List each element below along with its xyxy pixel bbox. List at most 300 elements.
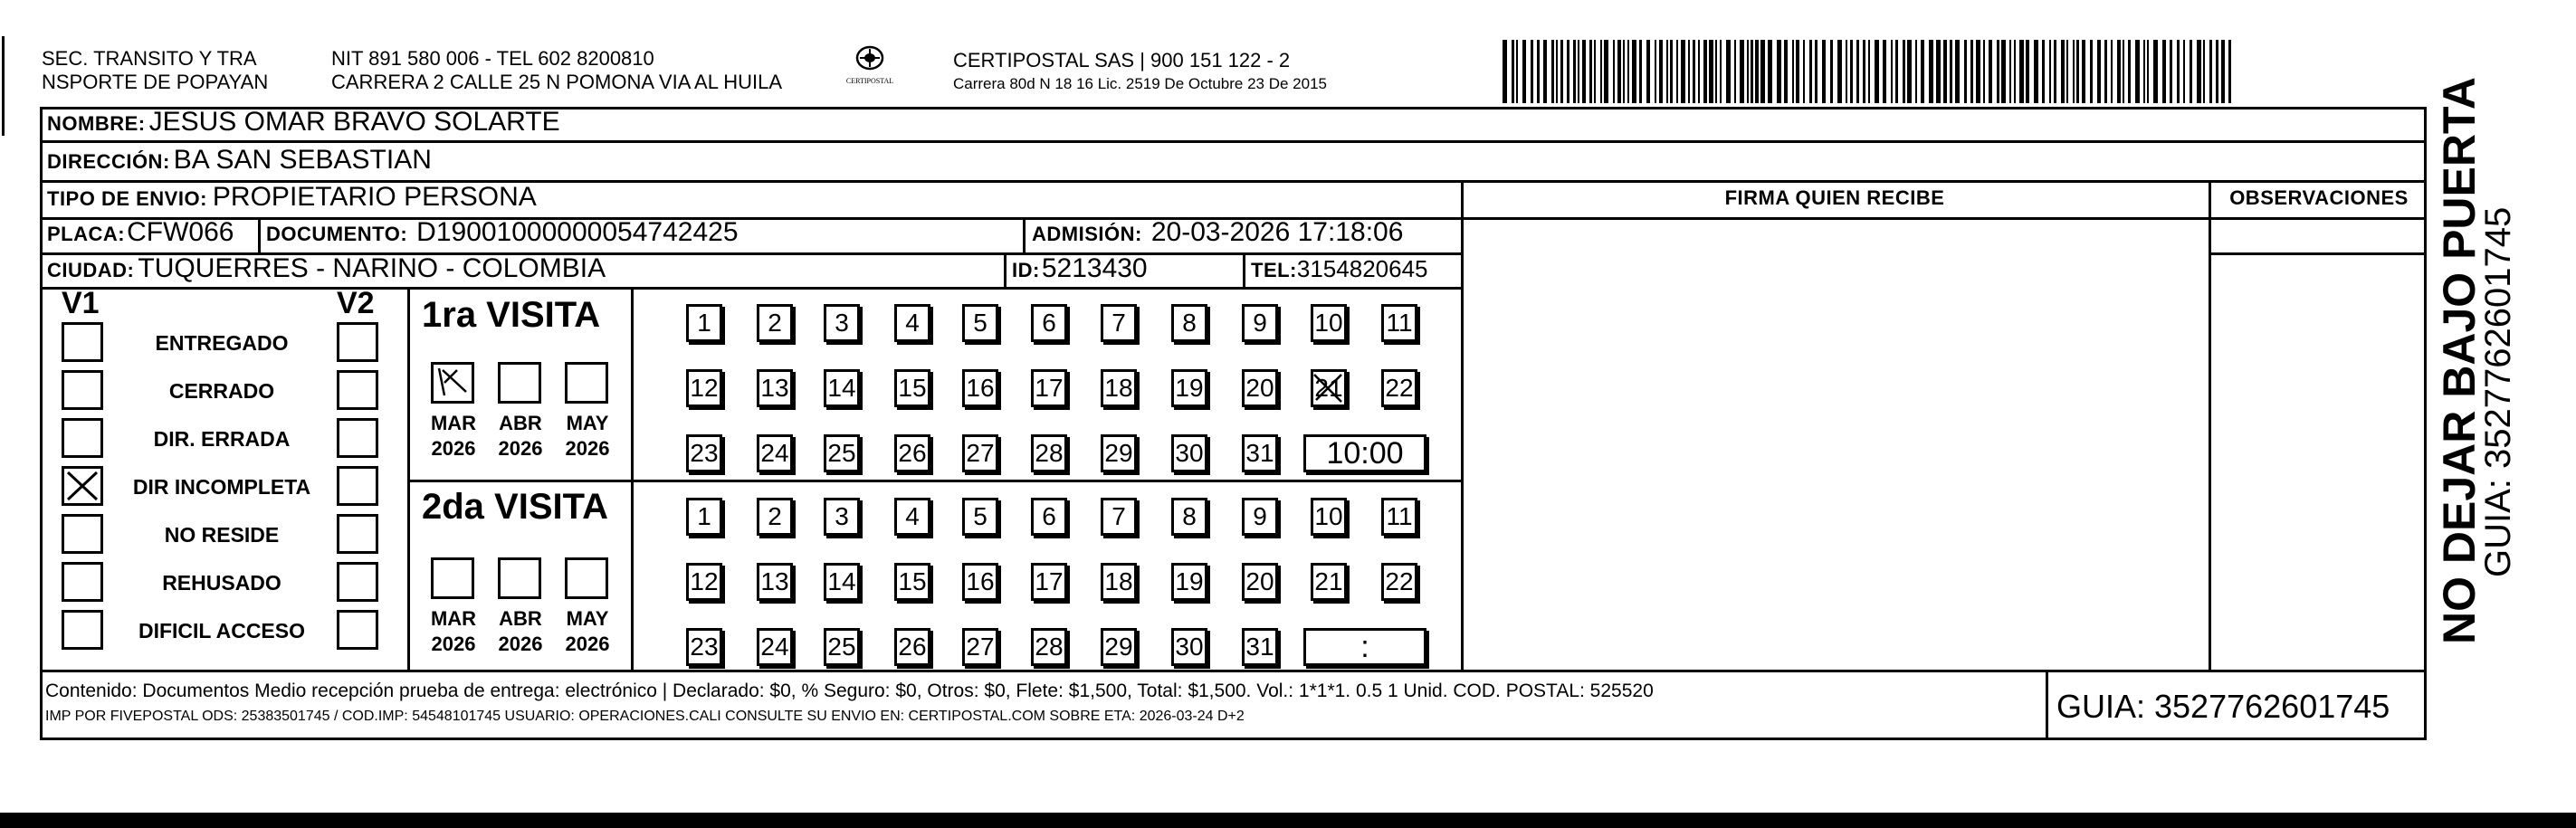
barcode-bar [1846,40,1847,103]
day-box[interactable] [686,434,722,472]
day-box[interactable] [894,498,930,536]
barcode-bar [1964,40,1967,103]
second-visit-title: 2da VISITA [422,487,608,527]
barcode-bar [1655,40,1656,103]
time-value: : [1360,629,1369,664]
barcode-bar [2128,40,2131,103]
month-label [422,606,485,657]
logo-icon [852,43,888,72]
month-name: MAR [430,412,477,434]
status-label: DIFICIL ACCESO [138,619,305,642]
barcode-bar [1777,40,1781,103]
day-number: 21 [1314,567,1343,595]
day-number: 24 [760,439,789,467]
day-number: 7 [1111,309,1126,337]
day-box[interactable] [1381,369,1417,407]
barcode-bar [1703,40,1707,103]
placa-cell [47,217,234,248]
month-year: 2026 [431,633,476,655]
day-box[interactable] [1242,628,1278,666]
day-box[interactable] [1171,369,1207,407]
id-cell [1012,253,1148,284]
barcode-bar [2034,40,2038,103]
barcode-bar [1883,40,1886,103]
observaciones-divider [2209,180,2211,670]
barcode-bar [1740,40,1744,103]
barcode-bar [2197,40,2201,103]
barcode-bar [2183,40,2185,103]
day-box[interactable] [962,304,998,342]
barcode-bar [1681,40,1685,103]
barcode-bar [1976,40,1980,103]
v1-checkbox[interactable] [62,466,103,506]
status-label: NO RESIDE [164,523,280,547]
day-box[interactable] [824,369,860,407]
v1-checkbox[interactable] [62,562,103,602]
tipo-envio-value: PROPIETARIO PERSONA [212,182,537,212]
day-number: 20 [1245,567,1274,595]
admision-value: 20-03-2026 17:18:06 [1150,217,1404,247]
barcode-bar [1503,40,1507,103]
id-label: ID: [1012,259,1040,281]
day-box[interactable] [1242,434,1278,472]
day-box[interactable] [1242,369,1278,407]
day-number: 12 [690,567,719,595]
day-number: 10 [1314,309,1343,337]
day-box[interactable] [686,304,722,342]
barcode-bar [1747,40,1749,103]
barcode-bar [2054,40,2056,103]
time-value: 10:00 [1326,435,1404,471]
v2-checkbox[interactable] [337,322,378,362]
day-number: 17 [1035,567,1064,595]
day-box[interactable] [757,304,793,342]
sender-line-1: SEC. TRANSITO Y TRA [42,47,257,70]
barcode-bar [1891,40,1893,103]
warning-text: NO DEJAR BAJO PUERTA [2434,77,2485,644]
day-box[interactable] [1101,369,1137,407]
status-label: DIR. ERRADA [153,427,291,451]
day-box[interactable] [1031,498,1067,536]
footer-divider [40,670,2427,672]
day-number: 18 [1104,374,1133,402]
month-year: 2026 [498,437,543,460]
day-box[interactable] [1171,498,1207,536]
day-number: 25 [827,439,856,467]
barcode-bar [2177,40,2180,103]
check-mark-icon [64,469,100,503]
day-number: 8 [1182,502,1197,530]
barcode-bar [1676,40,1678,103]
barcode-bar [2123,40,2124,103]
day-box[interactable] [962,563,998,601]
visit-separator [407,480,1461,482]
cell-divider [1243,252,1245,287]
barcode-bar [1943,40,1947,103]
day-number: 8 [1182,309,1197,337]
day-number: 19 [1175,374,1204,402]
day-number: 16 [966,567,995,595]
barcode-bar [2090,40,2093,103]
day-number: 29 [1104,439,1133,467]
barcode-bar [1639,40,1642,103]
day-box[interactable] [894,304,930,342]
day-number: 1 [697,502,711,530]
day-mark-icon [1311,369,1347,405]
barcode-bar [2221,40,2225,103]
day-box[interactable] [757,628,793,666]
barcode-bar [1837,40,1842,103]
day-number: 20 [1245,374,1274,402]
day-number: 26 [898,633,927,661]
barcode-bar [1760,40,1765,103]
month-year: 2026 [431,437,476,460]
day-box[interactable] [1171,304,1207,342]
day-number: 2 [768,502,782,530]
first-visit-title: 1ra VISITA [422,295,601,335]
barcode-bar [1589,40,1592,103]
day-box[interactable] [1311,498,1347,536]
v1-checkbox[interactable] [62,322,103,362]
day-box[interactable] [1242,563,1278,601]
v2-checkbox[interactable] [337,514,378,554]
barcode-bar [1755,40,1759,103]
days-divider [631,287,634,670]
day-box[interactable] [1101,628,1137,666]
barcode-bar [2073,40,2075,103]
day-box[interactable] [1101,498,1137,536]
barcode-bar [2001,40,2006,103]
day-number: 11 [1386,309,1413,337]
day-box[interactable] [1381,498,1417,536]
visit-divider [407,287,410,670]
day-box[interactable] [757,498,793,536]
barcode-bar [1863,40,1865,103]
barcode-bar [1531,40,1533,103]
barcode-bar [2111,40,2113,103]
barcode-bar [1751,40,1753,103]
day-number: 17 [1035,374,1064,402]
barcode-bar [2014,40,2016,103]
day-box[interactable] [1101,563,1137,601]
barcode-bar [1604,40,1608,103]
barcode-bar [1868,40,1870,103]
day-box[interactable] [824,498,860,536]
barcode-bar [1929,40,1933,103]
placa-label: PLACA: [47,223,126,245]
barcode-bar [1646,40,1650,103]
v2-checkbox[interactable] [337,562,378,602]
barcode-bar [1907,40,1912,103]
day-number: 28 [1035,439,1064,467]
month-label [556,606,619,657]
day-box[interactable] [686,498,722,536]
day-box[interactable] [824,304,860,342]
v2-checkbox[interactable] [337,370,378,410]
logo-text: CERTIPOSTAL [845,77,894,85]
barcode-bar [1921,40,1924,103]
nombre-label: NOMBRE: [47,112,146,135]
day-number: 14 [827,567,856,595]
month-checkbox[interactable] [431,362,474,404]
barcode-bar [1573,40,1576,103]
barcode-bar [2066,40,2068,103]
day-box[interactable] [757,563,793,601]
v1-header: V1 [62,286,100,320]
month-name: ABR [499,412,542,434]
time-box[interactable] [1303,434,1426,472]
month-checkbox[interactable] [565,557,608,599]
day-number: 13 [760,374,789,402]
ciudad-cell [47,253,606,284]
day-box[interactable] [1171,563,1207,601]
month-year: 2026 [565,633,610,655]
barcode-bar [1784,40,1789,103]
barcode-bar [1543,40,1547,103]
day-number: 31 [1245,633,1274,661]
barcode-bar [2042,40,2045,103]
barcode-bar [1768,40,1772,103]
day-number: 16 [966,374,995,402]
day-number: 4 [905,309,920,337]
barcode-bar [1734,40,1736,103]
day-number: 6 [1042,309,1056,337]
v2-checkbox[interactable] [337,466,378,506]
day-number: 23 [690,439,719,467]
barcode-bar [2203,40,2205,103]
month-checkbox[interactable] [498,557,541,599]
day-box[interactable] [1031,563,1067,601]
side-guia: GUIA: 3527762601745 [2478,206,2518,577]
day-box[interactable] [686,369,722,407]
documento-cell [266,217,739,248]
status-label: CERRADO [168,379,275,403]
day-box[interactable] [824,563,860,601]
barcode-bar [1522,40,1526,103]
day-number: 5 [973,502,987,530]
day-box[interactable] [962,434,998,472]
day-number: 28 [1035,633,1064,661]
barcode-bar [1903,40,1905,103]
certipostal-logo [833,43,907,96]
day-number: 10 [1314,502,1343,530]
direccion-label: DIRECCIÓN: [47,150,170,173]
barcode-bar [2076,40,2079,103]
day-box[interactable] [1171,628,1207,666]
footer-content-line: Contenido: Documentos Medio recepción prueba de entrega: electrónico | Declarado: $0, % Seguro: $0, Otros: $0, Flete: $1,500, Total: $1,500. Vol.: 1*1*1. 0.5 1 Unid. COD. POSTAL: 525520 [45,680,1654,701]
day-number: 30 [1175,633,1204,661]
v2-checkbox[interactable] [337,610,378,650]
footer-guia: GUIA: 3527762601745 [2056,688,2390,725]
month-label [422,411,485,462]
firma-header: FIRMA QUIEN RECIBE [1724,186,1945,209]
tel-label: TEL: [1251,259,1297,281]
barcode-bar [1578,40,1579,103]
barcode-bar [2009,40,2011,103]
tel-value: 3154820645 [1296,255,1428,282]
day-number: 13 [760,567,789,595]
status-label: DIR INCOMPLETA [132,475,311,499]
v1-checkbox[interactable] [62,370,103,410]
day-box[interactable] [1311,563,1347,601]
day-box[interactable] [1311,304,1347,342]
barcode-bar [2026,40,2029,103]
day-number: 30 [1175,439,1204,467]
v1-checkbox[interactable] [62,514,103,554]
barcode-bar [2019,40,2024,103]
shipment-barcode [1503,40,2236,103]
barcode-bar [1516,40,1518,103]
barcode-bar [1989,40,1992,103]
day-box[interactable] [757,434,793,472]
barcode-bar [1688,40,1690,103]
barcode-bar [1582,40,1586,103]
placa-value: CFW066 [127,217,234,247]
day-number: 3 [835,309,849,337]
barcode-bar [1809,40,1812,103]
month-name: MAY [566,607,609,630]
day-box[interactable] [1031,628,1067,666]
barcode-bar [1632,40,1636,103]
day-box[interactable] [1031,369,1067,407]
day-box[interactable] [686,563,722,601]
month-label [489,606,552,657]
barcode-bar [1895,40,1898,103]
check-mark-icon [434,365,472,401]
left-margin-line [2,36,5,136]
barcode-bar [1698,40,1700,103]
observaciones-header: OBSERVACIONES [2229,186,2409,209]
day-box[interactable] [894,563,930,601]
day-box[interactable] [962,369,998,407]
day-number: 6 [1042,502,1056,530]
direccion-row [47,145,432,176]
day-number: 3 [835,502,849,530]
day-box[interactable] [824,434,860,472]
day-box[interactable] [757,369,793,407]
barcode-bar [1627,40,1629,103]
direccion-value: BA SAN SEBASTIAN [173,145,432,175]
barcode-bar [1551,40,1554,103]
barcode-bar [2209,40,2212,103]
tipo-envio-label: TIPO DE ENVIO: [47,187,207,210]
barcode-bar [2170,40,2173,103]
day-box[interactable] [1381,563,1417,601]
barcode-bar [1720,40,1722,103]
day-number: 23 [690,633,719,661]
ciudad-value: TUQUERRES - NARINO - COLOMBIA [138,253,606,283]
ciudad-label: CIUDAD: [47,259,135,281]
day-box[interactable] [894,434,930,472]
day-number: 15 [898,567,927,595]
month-name: ABR [499,607,542,630]
barcode-bar [1822,40,1826,103]
barcode-bar [1600,40,1603,103]
row-divider [2209,252,2427,255]
footer-guia-divider [2046,670,2048,740]
day-box[interactable] [962,628,998,666]
barcode-bar [1997,40,1999,103]
barcode-bar [1693,40,1695,103]
month-checkbox[interactable] [565,362,608,404]
day-number: 7 [1111,502,1126,530]
admision-label: ADMISIÓN: [1032,223,1142,245]
barcode-bar [1970,40,1974,103]
barcode-bar [1613,40,1615,103]
day-box[interactable] [1171,434,1207,472]
barcode-bar [1955,40,1960,103]
barcode-bar [1936,40,1941,103]
day-number: 22 [1385,374,1414,402]
barcode-bar [1915,40,1917,103]
day-box[interactable] [1031,434,1067,472]
day-box[interactable] [1031,304,1067,342]
barcode-bar [1670,40,1673,103]
day-box[interactable] [894,628,930,666]
barcode-bar [1617,40,1621,103]
day-number: 9 [1253,502,1267,530]
barcode-bar [2104,40,2107,103]
day-number: 9 [1253,309,1267,337]
day-box[interactable] [1311,369,1347,407]
day-number: 2 [768,309,782,337]
barcode-bar [1875,40,1879,103]
license-line: Carrera 80d N 18 16 Lic. 2519 De Octubre 23 De 2015 [953,75,1327,92]
month-name: MAR [430,607,477,630]
row-divider [40,140,2427,143]
month-checkbox[interactable] [431,557,474,599]
day-number: 11 [1386,502,1413,530]
v1-checkbox[interactable] [62,610,103,650]
cell-divider [258,217,261,252]
barcode-bar [1715,40,1717,103]
month-checkbox[interactable] [498,362,541,404]
time-box[interactable] [1303,628,1426,666]
day-box[interactable] [1242,498,1278,536]
day-box[interactable] [1381,304,1417,342]
day-box[interactable] [962,498,998,536]
day-box[interactable] [1101,434,1137,472]
barcode-bar [1567,40,1569,103]
day-number: 18 [1104,567,1133,595]
day-box[interactable] [686,628,722,666]
day-box[interactable] [894,369,930,407]
day-number: 22 [1385,567,1414,595]
barcode-bar [1666,40,1668,103]
day-box[interactable] [1101,304,1137,342]
day-number: 24 [760,633,789,661]
barcode-bar [1623,40,1625,103]
v2-checkbox[interactable] [337,418,378,458]
month-label [556,411,619,462]
barcode-bar [2228,40,2231,103]
row-divider [40,287,1461,290]
footer-print-line: IMP POR FIVEPOSTAL ODS: 25383501745 / COD.IMP: 54548101745 USUARIO: OPERACIONES.CALI CONSULTE SU ENVIO EN: CERTIPOSTAL.COM SOBRE ETA: 2026-03-24 D+2 [45,709,1245,724]
day-number: 21 [1314,374,1343,402]
day-number: 5 [973,309,987,337]
day-box[interactable] [824,628,860,666]
barcode-bar [2061,40,2065,103]
barcode-bar [1659,40,1663,103]
nit-line: NIT 891 580 006 - TEL 602 8200810 [331,47,654,70]
day-number: 19 [1175,567,1204,595]
v1-checkbox[interactable] [62,418,103,458]
barcode-bar [1850,40,1853,103]
company-line: CERTIPOSTAL SAS | 900 151 122 - 2 [953,49,1291,71]
day-box[interactable] [1242,304,1278,342]
month-year: 2026 [565,437,610,460]
month-name: MAY [566,412,609,434]
